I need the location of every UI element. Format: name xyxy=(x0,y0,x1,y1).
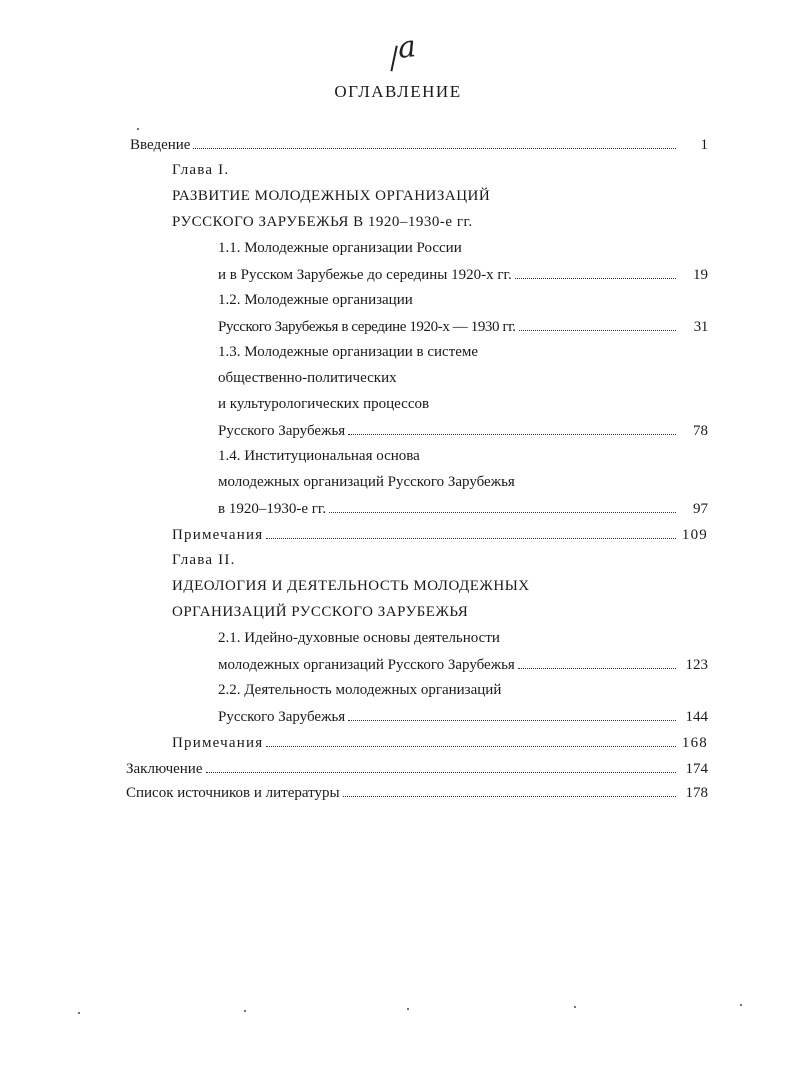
toc-label: молодежных организаций Русского Зарубежья xyxy=(218,657,515,673)
toc-label: Список источников и литературы xyxy=(126,785,340,801)
dot-leader xyxy=(518,654,676,669)
dot-leader xyxy=(515,264,676,279)
dot-leader xyxy=(329,498,676,513)
dot-leader xyxy=(348,420,676,435)
toc-entry-sources[interactable] xyxy=(126,782,708,803)
toc-label: в 1920–1930-е гг. xyxy=(218,501,327,517)
toc-entry-conclusion[interactable] xyxy=(126,758,708,779)
section-2-1-line-1: 2.1. Идейно-духовные основы деятельности xyxy=(218,630,500,646)
toc-page-number: 97 xyxy=(693,501,708,517)
toc-page-number: 19 xyxy=(693,267,708,283)
toc-page-number: 109 xyxy=(681,527,708,543)
toc-label: Русского Зарубежья в середине 1920-х — 1930 гг. xyxy=(218,319,516,335)
section-1-4-line-1: 1.4. Институциональная основа xyxy=(218,448,420,464)
toc-entry-section-1-4[interactable] xyxy=(218,498,708,519)
toc-page-number: 123 xyxy=(685,657,708,673)
toc-label: Русского Зарубежья xyxy=(218,709,346,725)
chapter-1-title-line-2: РУССКОГО ЗАРУБЕЖЬЯ В 1920–1930-е гг. xyxy=(172,214,473,230)
toc-page-number: 144 xyxy=(685,709,708,725)
scan-speck xyxy=(78,1012,80,1014)
section-1-2-line-1: 1.2. Молодежные организации xyxy=(218,292,413,308)
dot-leader xyxy=(348,706,676,721)
section-1-4-line-2: молодежных организаций Русского Зарубежья xyxy=(218,474,515,490)
handwritten-mark: a xyxy=(396,29,418,66)
toc-page-number: 31 xyxy=(693,319,708,335)
toc-label: и в Русском Зарубежье до середины 1920-х гг. xyxy=(218,267,512,283)
scan-speck xyxy=(137,128,139,130)
toc-label: Примечания xyxy=(172,735,264,751)
toc-page-number: 168 xyxy=(681,735,708,751)
dot-leader xyxy=(266,524,676,539)
toc-entry-section-1-2[interactable] xyxy=(218,316,708,337)
section-2-2-line-1: 2.2. Деятельность молодежных организаций xyxy=(218,682,502,698)
toc-entry-chapter-1-notes[interactable] xyxy=(172,524,708,545)
toc-page-number: 178 xyxy=(685,785,708,801)
chapter-2-label: Глава II. xyxy=(172,552,236,568)
section-1-3-line-1: 1.3. Молодежные организации в системе xyxy=(218,344,479,360)
toc-entry-chapter-2-notes[interactable] xyxy=(172,732,708,753)
toc-entry-intro[interactable] xyxy=(130,134,708,155)
dot-leader xyxy=(519,316,676,331)
toc-entry-section-2-2[interactable] xyxy=(218,706,708,727)
toc-entry-section-1-3[interactable] xyxy=(218,420,708,441)
chapter-2-title-line-1: ИДЕОЛОГИЯ И ДЕЯТЕЛЬНОСТЬ МОЛОДЕЖНЫХ xyxy=(172,578,530,594)
chapter-2-title-line-2: ОРГАНИЗАЦИЙ РУССКОГО ЗАРУБЕЖЬЯ xyxy=(172,604,469,620)
dot-leader xyxy=(193,134,676,149)
section-1-3-line-3: и культурологических процессов xyxy=(218,396,430,412)
chapter-1-label: Глава I. xyxy=(172,162,230,178)
scan-speck xyxy=(574,1006,576,1008)
dot-leader xyxy=(266,732,676,747)
dot-leader xyxy=(206,758,677,773)
chapter-1-title-line-1: РАЗВИТИЕ МОЛОДЕЖНЫХ ОРГАНИЗАЦИЙ xyxy=(172,188,491,204)
scan-speck xyxy=(244,1010,246,1012)
toc-page-number: 174 xyxy=(685,761,708,777)
toc-page-number: 78 xyxy=(693,423,708,439)
toc-page-number: 1 xyxy=(700,137,708,153)
toc-entry-section-1-1[interactable] xyxy=(218,264,708,285)
section-1-3-line-2: общественно-политических xyxy=(218,370,397,386)
dot-leader xyxy=(343,782,676,797)
page-title: ОГЛАВЛЕНИЕ xyxy=(334,82,462,101)
section-1-1-line-1: 1.1. Молодежные организации России xyxy=(218,240,462,256)
scan-speck xyxy=(407,1008,409,1010)
toc-label: Введение xyxy=(130,137,191,153)
toc-label: Примечания xyxy=(172,527,264,543)
scan-speck xyxy=(740,1004,742,1006)
toc-label: Русского Зарубежья xyxy=(218,423,346,439)
handwritten-stroke xyxy=(390,46,397,72)
toc-label: Заключение xyxy=(126,761,203,777)
toc-entry-section-2-1[interactable] xyxy=(218,654,708,675)
